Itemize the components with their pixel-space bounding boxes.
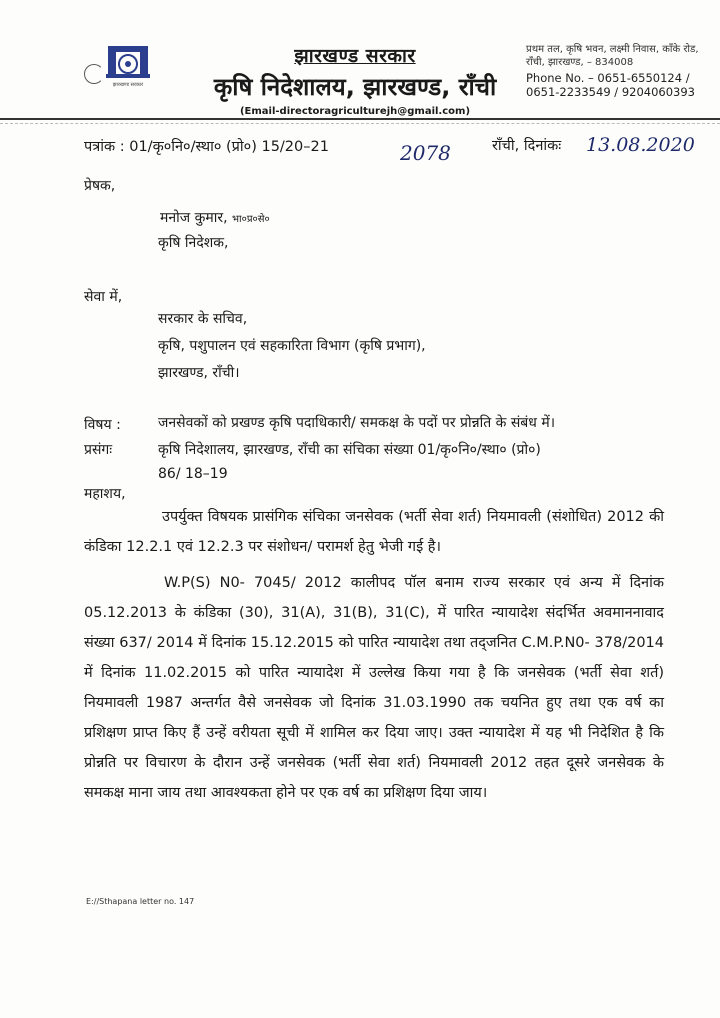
recipient-line-3: झारखण्ड, राँची। [158, 365, 240, 381]
sender-name [160, 209, 270, 229]
sender-label: प्रेषक, [84, 178, 116, 194]
letterhead-title-block [200, 42, 510, 117]
handwritten-letter-number: 2078 [400, 141, 451, 165]
office-phone: Phone No. – 0651-6550124 / 0651-2233549 / 9204060393 [526, 71, 695, 99]
body-paragraph-1: उपर्युक्त विषयक प्रासंगिक संचिका जनसेवक (भर्ती सेवा शर्त) नियमावली (संशोधित) 2012 की कंडिका 12.2.1 एवं 12.2.3 पर संशोधन/ परामर्श हेतु भेजी गई है। [84, 509, 664, 555]
body-paragraph-2: W.P(S) N0- 7045/ 2012 कालीपद पॉल बनाम राज्य सरकार एवं अन्य में दिनांक 05.12.2013 के कंडिका (30), 31(A), 31(B), 31(C), में पारित न्यायादेश संदर्भित अवमाननावाद संख्या 637/ 2014 में दिनांक 15.12.2015 को पारित न्यायादेश तथा तद्जनित C.M.P.N0- 378/2014 में दिनांक 11.02.2015 को पारित न्यायादेश में उल्लेख किया गया है कि जनसेवक (भर्ती सेवा शर्त) नियमावली 1987 अन्तर्गत वैसे जनसेवक जो दिनांक 31.03.1990 तक चयनित हुए तथा एक वर्ष का प्रशिक्षण प्राप्त किए हैं उन्हें वरीयता सूची में शामिल कर दिया जाए। उक्त न्यायादेश में यह भी निदेशित है कि प्रोन्नति पर विचारण के दौरान उन्हें जनसेवक (भर्ती सेवा शर्त) नियमावली 2012 तहत दूसरे जनसेवक के समकक्ष माना जाय तथा आवश्यकता होने पर एक वर्ष का प्रशिक्षण दिया जाय। [84, 575, 664, 801]
office-address: प्रथम तल, कृषि भवन, लक्ष्मी निवास, काँके रोड, राँची, झारखण्ड, – 834008 [526, 44, 699, 68]
subject-text: जनसेवकों को प्रखण्ड कृषि पदाधिकारी/ समकक्ष के पदों पर प्रोन्नति के संबंध में। [158, 415, 556, 431]
sender-name-text: मनोज कुमार, [160, 210, 228, 226]
recipient-line-2: कृषि, पशुपालन एवं सहकारिता विभाग (कृषि प्रभाग), [158, 338, 426, 354]
letter-number: पत्रांक : 01/कृ०नि०/स्था० (प्रो०) 15/20–21 [84, 139, 329, 155]
jharkhand-emblem-logo [98, 44, 158, 88]
handwritten-date: 13.08.2020 [586, 134, 695, 156]
subject-label: विषय : [84, 417, 121, 433]
letterhead-divider-secondary [0, 123, 720, 124]
logo-caption: झारखण्ड सरकार [112, 82, 144, 88]
file-reference-footnote: E://Sthapana letter no. 147 [86, 897, 195, 906]
context-text-continued: 86/ 18–19 [158, 466, 228, 482]
sender-designation: कृषि निदेशक, [158, 235, 229, 251]
directorate-name: कृषि निदेशालय, झारखण्ड, राँची [213, 73, 497, 101]
letterhead-divider [0, 118, 720, 120]
context-text: कृषि निदेशालय, झारखण्ड, राँची का संचिका संख्या 01/कृ०नि०/स्था० (प्रो०) [158, 442, 541, 458]
letterhead-contact [526, 43, 716, 99]
recipient-label: सेवा में, [84, 289, 123, 305]
place-date-label: राँची, दिनांकः [492, 138, 562, 154]
context-label: प्रसंगः [84, 442, 113, 458]
government-name: झारखण्ड सरकार [294, 45, 416, 67]
recipient-line-1: सरकार के सचिव, [158, 311, 248, 327]
directorate-email: (Email-directoragriculturejh@gmail.com) [239, 106, 471, 117]
salutation: महाशय, [84, 486, 126, 502]
sender-service: भा०प्र०से० [232, 214, 270, 225]
